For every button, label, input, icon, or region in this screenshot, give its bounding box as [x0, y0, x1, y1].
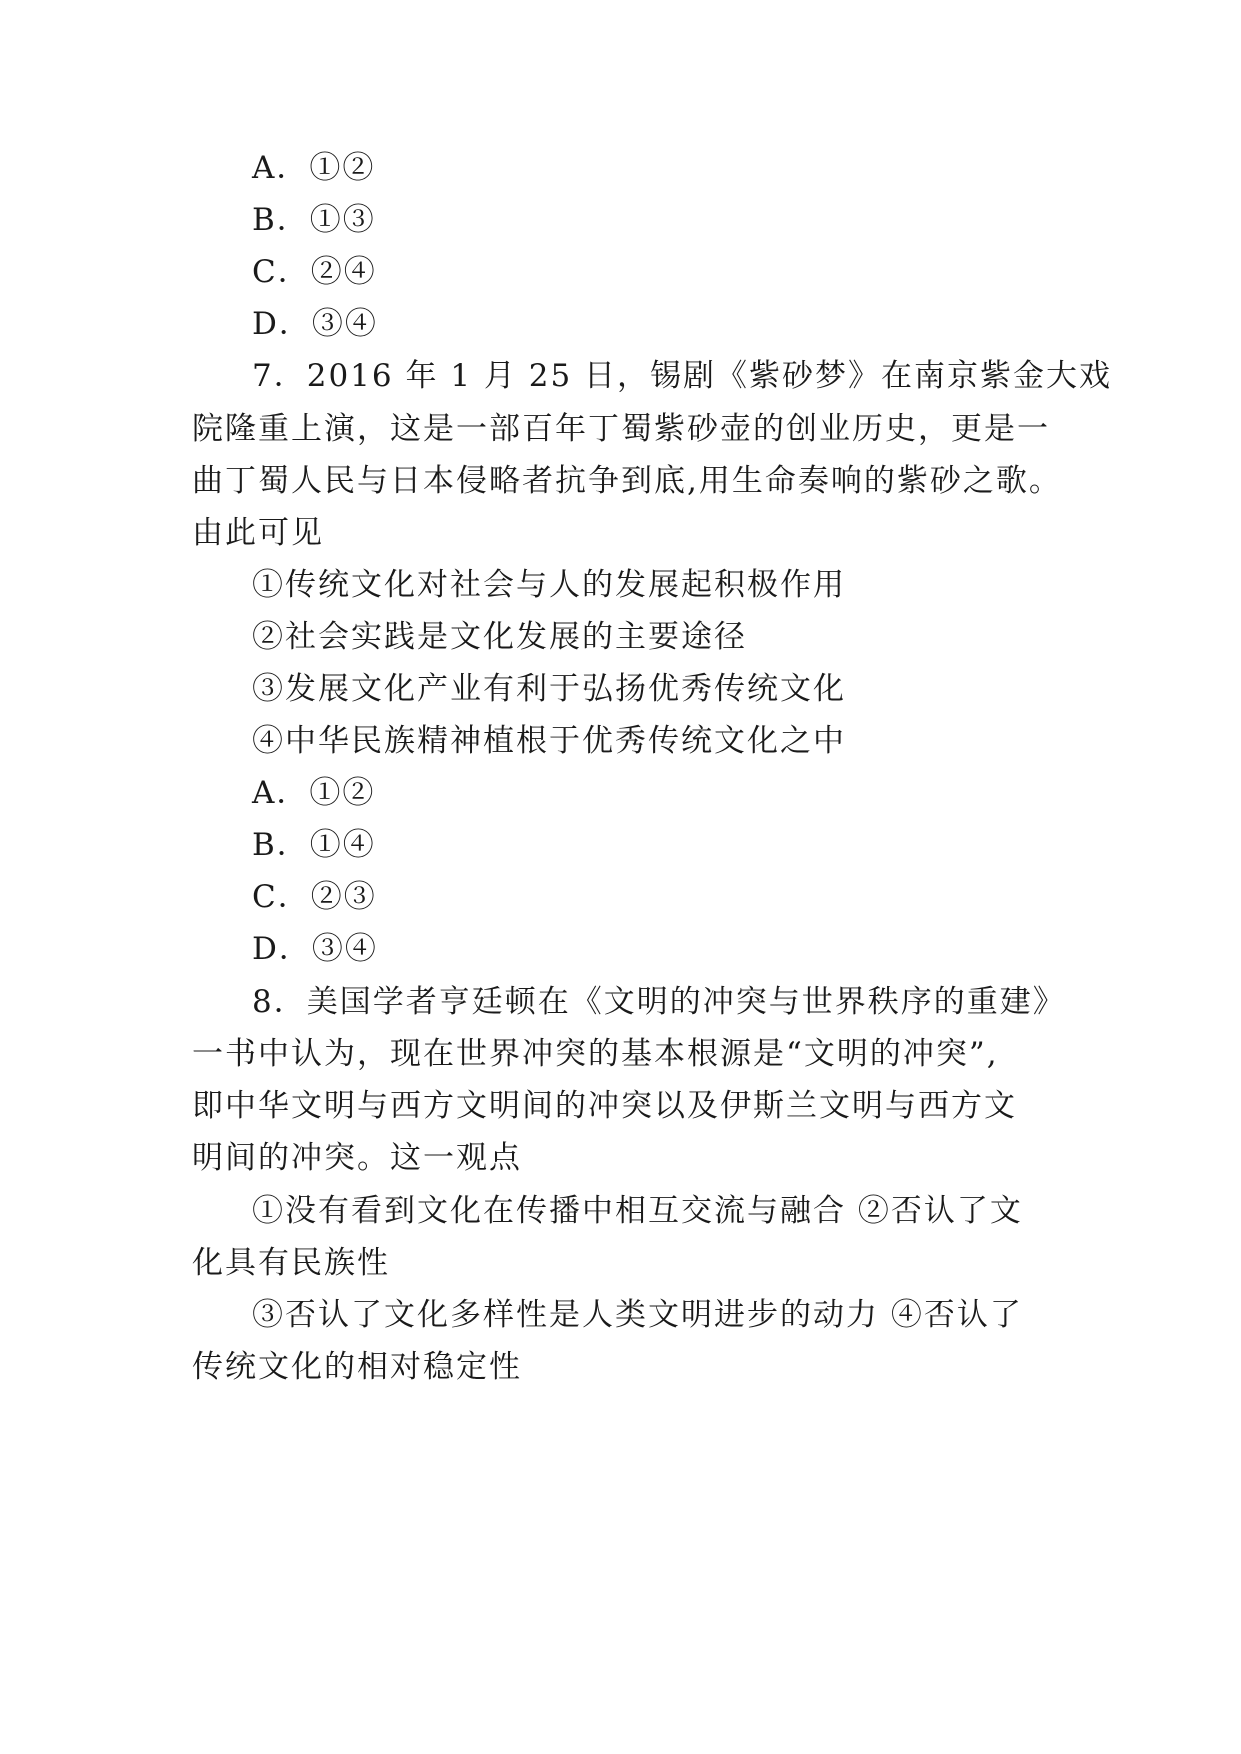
q7-option-d: D．③④	[252, 931, 378, 967]
q7-option-c: C．②③	[252, 879, 377, 915]
q7-stem-line: 曲丁蜀人民与日本侵略者抗争到底,用生命奏响的紫砂之歌。	[192, 463, 1062, 499]
q6-option-a: A．①②	[252, 150, 376, 186]
q7-statement-2: ②社会实践是文化发展的主要途径	[252, 619, 747, 655]
q8-stem-line: 明间的冲突。这一观点	[192, 1140, 522, 1176]
q6-option-b: B．①③	[252, 202, 376, 238]
q8-stem-line: 一书中认为，现在世界冲突的基本根源是“文明的冲突”,	[192, 1036, 999, 1072]
q8-statement-line: 传统文化的相对稳定性	[192, 1349, 522, 1385]
q7-stem-line: 7．2016 年 1 月 25 日，锡剧《紫砂梦》在南京紫金大戏	[252, 358, 1113, 394]
q7-statement-3: ③发展文化产业有利于弘扬优秀传统文化	[252, 671, 846, 707]
q7-stem-line: 院隆重上演，这是一部百年丁蜀紫砂壶的创业历史，更是一	[192, 411, 1050, 447]
q8-statement-line: 化具有民族性	[192, 1245, 390, 1281]
q6-option-c: C．②④	[252, 254, 377, 290]
q7-statement-4: ④中华民族精神植根于优秀传统文化之中	[252, 723, 846, 759]
q8-statement-line: ③否认了文化多样性是人类文明进步的动力 ④否认了	[252, 1297, 1023, 1333]
q7-option-b: B．①④	[252, 827, 376, 863]
q7-statement-1: ①传统文化对社会与人的发展起积极作用	[252, 567, 846, 603]
q7-stem-line: 由此可见	[192, 515, 324, 551]
q8-stem-line: 即中华文明与西方文明间的冲突以及伊斯兰文明与西方文	[192, 1088, 1017, 1124]
q6-option-d: D．③④	[252, 306, 378, 342]
q8-statement-line: ①没有看到文化在传播中相互交流与融合 ②否认了文	[252, 1193, 1023, 1229]
q8-stem-line: 8．美国学者亨廷顿在《文明的冲突与世界秩序的重建》	[252, 984, 1066, 1020]
q7-option-a: A．①②	[252, 775, 376, 811]
